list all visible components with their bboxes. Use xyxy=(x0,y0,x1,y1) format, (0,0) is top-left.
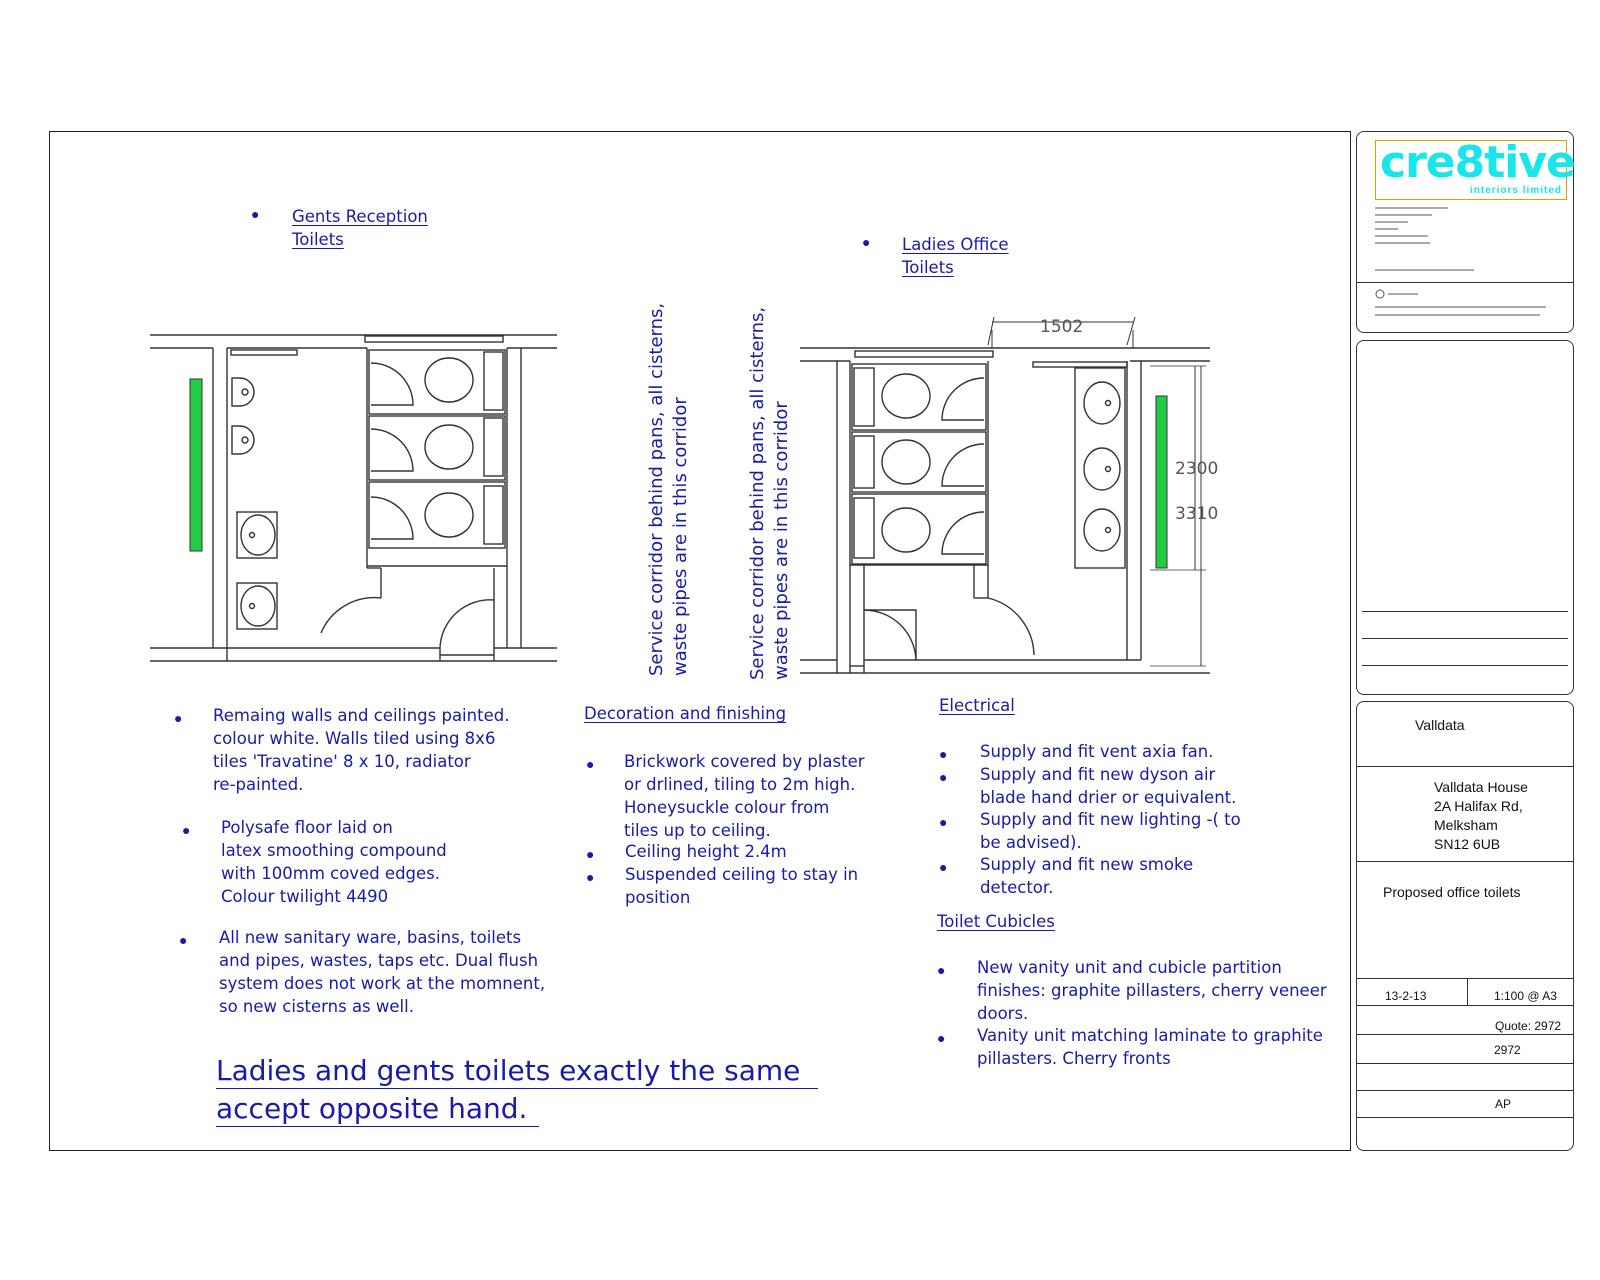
gents-plan-title: Gents Reception Toilets xyxy=(292,207,428,249)
note-walls-ceilings: Remaing walls and ceilings painted. colour white. Walls tiled using 8x6 tiles 'Travatine' 8 x 10, radiator re-painted. xyxy=(213,706,510,794)
corridor-note-gents: Service corridor behind pans, all cisterns, waste pipes are in this corridor xyxy=(646,302,691,676)
electrical-vent-fan: Supply and fit vent axia fan. xyxy=(980,742,1214,761)
bullet: ● xyxy=(174,710,183,726)
titleblock-revisions-panel xyxy=(1356,340,1574,695)
titleblock-divider xyxy=(1356,1034,1574,1035)
bullet: ● xyxy=(937,962,946,978)
drawing-number-value: 2972 xyxy=(1494,1043,1521,1057)
project-number-value: Quote: 2972 xyxy=(1495,1019,1562,1033)
bullet: ● xyxy=(586,846,595,862)
titleblock-divider xyxy=(1356,1063,1574,1064)
note-sanitary-ware: All new sanitary ware, basins, toilets and pipes, wastes, taps etc. Dual flush system does not work at the momnent, so new cisterns as well. xyxy=(219,928,546,1016)
bullet: ● xyxy=(251,206,260,222)
client-value: Valldata xyxy=(1415,717,1465,733)
titleblock-divider xyxy=(1356,978,1574,979)
decoration-suspended-ceiling: Suspended ceiling to stay in position xyxy=(625,865,859,907)
decoration-ceiling-height: Ceiling height 2.4m xyxy=(625,842,787,861)
decoration-heading: Decoration and finishing xyxy=(584,704,787,723)
bullet: ● xyxy=(939,746,948,762)
electrical-smoke-detector: Supply and fit new smoke detector. xyxy=(980,855,1194,897)
bullet: ● xyxy=(182,822,191,838)
scale-value: 1:100 @ A3 xyxy=(1494,989,1557,1003)
titleblock-divider xyxy=(1362,638,1568,639)
titleblock-divider xyxy=(1467,978,1468,1005)
drawn-by-value: AP xyxy=(1495,1097,1512,1111)
titleblock-divider xyxy=(1362,611,1568,612)
bullet: ● xyxy=(939,769,948,785)
corridor-note-ladies: Service corridor behind pans, all cisterns, waste pipes are in this corridor xyxy=(747,306,792,680)
electrical-hand-drier: Supply and fit new dyson air blade hand drier or equivalent. xyxy=(980,765,1237,807)
electrical-lighting: Supply and fit new lighting -( to be advised). xyxy=(980,810,1241,852)
decoration-brickwork: Brickwork covered by plaster or drlined, tiling to 2m high. Honeysuckle colour from tiles up to ceiling. xyxy=(624,752,865,840)
bullet: ● xyxy=(179,932,188,948)
titleblock-divider xyxy=(1356,1090,1574,1091)
titleblock-divider xyxy=(1356,861,1574,862)
dimension-width: 1502 xyxy=(1040,317,1084,337)
titleblock-divider xyxy=(1356,766,1574,767)
big-note-line1: Ladies and gents toilets exactly the same xyxy=(216,1054,818,1089)
cubicles-vanity-partition: New vanity unit and cubicle partition finishes: graphite pillasters, cherry veneer doors. xyxy=(977,958,1327,1023)
bullet: ● xyxy=(939,814,948,830)
bullet: ● xyxy=(586,869,595,885)
scheme-value: Proposed office toilets xyxy=(1383,884,1521,900)
bullet: ● xyxy=(939,859,948,875)
company-logo: cre8tive interiors limited xyxy=(1375,140,1567,200)
cubicles-vanity-laminate: Vanity unit matching laminate to graphite pillasters. Cherry fronts xyxy=(977,1026,1323,1068)
ladies-plan-title: Ladies Office Toilets xyxy=(902,235,1009,277)
big-note-line2: accept opposite hand. xyxy=(216,1092,539,1127)
titleblock-divider xyxy=(1356,282,1574,283)
cubicles-heading: Toilet Cubicles xyxy=(937,912,1055,931)
site-address-value: Valldata House 2A Halifax Rd, Melksham SN12 6UB xyxy=(1434,779,1528,852)
titleblock-info-panel xyxy=(1356,701,1574,1151)
bullet: ● xyxy=(586,756,595,772)
electrical-heading: Electrical xyxy=(939,696,1015,715)
titleblock-divider xyxy=(1362,665,1568,666)
note-floor: Polysafe floor laid on latex smoothing compound with 100mm coved edges. Colour twilight 4490 xyxy=(221,818,447,906)
bullet: ● xyxy=(937,1030,946,1046)
dimension-2300: 2300 xyxy=(1175,459,1219,479)
dimension-3310: 3310 xyxy=(1175,504,1219,524)
bullet: ● xyxy=(862,234,871,250)
titleblock-divider xyxy=(1356,1117,1574,1118)
date-value: 13-2-13 xyxy=(1385,989,1427,1003)
titleblock-divider xyxy=(1356,1005,1574,1006)
